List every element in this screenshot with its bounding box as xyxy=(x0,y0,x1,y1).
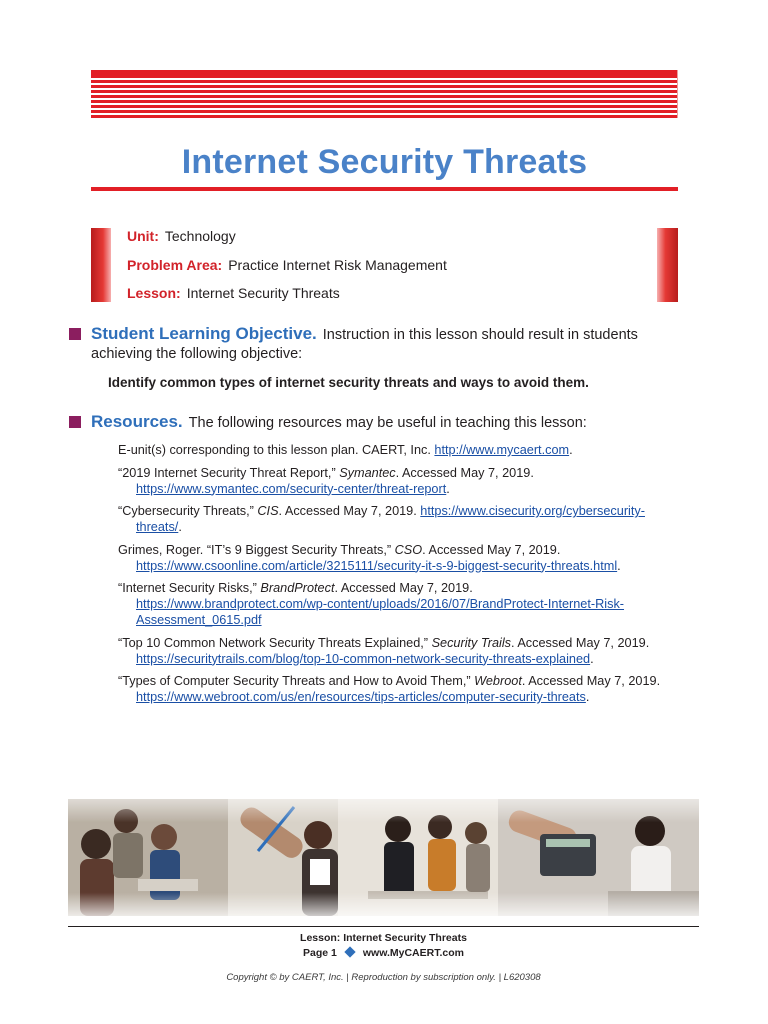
meta-unit-value: Technology xyxy=(164,228,236,244)
resource-item xyxy=(118,580,678,628)
resource-accessed: . Accessed May 7, 2019. xyxy=(334,581,473,595)
resource-source: Symantec xyxy=(339,465,396,480)
resource-source: Webroot xyxy=(474,674,522,688)
page-title: Internet Security Threats xyxy=(181,143,588,181)
resource-link[interactable]: https://www.cisecurity.org/cybersecurity-threats/ xyxy=(136,504,645,534)
meta-unit xyxy=(127,228,236,244)
objective-bullet-icon xyxy=(69,328,81,340)
resource-text: “Cybersecurity Threats,” xyxy=(118,504,258,518)
resource-text: “Internet Security Risks,” xyxy=(118,581,261,595)
resource-source: Security Trails xyxy=(431,635,511,650)
resource-item xyxy=(118,465,678,497)
unit-box-left-bar xyxy=(91,228,111,302)
resource-punct: . xyxy=(446,481,450,496)
resource-punct: . xyxy=(590,651,594,666)
meta-unit-label: Unit: xyxy=(127,228,159,244)
objective-text: Identify common types of internet security threats and ways to avoid them. xyxy=(108,375,589,390)
resources-bullet-icon xyxy=(69,416,81,428)
footer-rule xyxy=(68,926,699,927)
resources-list xyxy=(118,442,678,712)
resource-item xyxy=(118,542,678,574)
unit-box-right-bar xyxy=(657,228,678,302)
resource-source: CSO xyxy=(394,542,423,557)
resource-text: E-unit(s) corresponding to this lesson plan. CAERT, Inc. xyxy=(118,443,435,457)
resource-text: Grimes, Roger. “IT’s 9 Biggest Security Threats,” xyxy=(118,542,395,557)
resource-link[interactable]: https://www.brandprotect.com/wp-content/uploads/2016/07/BrandProtect-Internet-Risk-Assessment_0615.pdf xyxy=(136,597,625,627)
footer-page-line xyxy=(68,947,699,959)
resource-link[interactable]: https://www.csoonline.com/article/3215111/security-it-s-9-biggest-security-threats.html xyxy=(136,558,618,573)
resource-source: BrandProtect xyxy=(260,581,335,595)
footer-site: www.MyCAERT.com xyxy=(362,947,464,959)
photo-collage xyxy=(68,799,699,916)
resource-item xyxy=(118,635,678,667)
resource-item xyxy=(118,442,678,458)
footer-page: Page 1 xyxy=(303,947,337,959)
objective-intro-1: Instruction in this lesson should result in students xyxy=(322,327,638,343)
resource-punct: . xyxy=(585,690,590,704)
footer-lesson: Lesson: Internet Security Threats xyxy=(300,932,467,944)
meta-problem-area xyxy=(127,257,447,273)
resource-accessed: . Accessed May 7, 2019. xyxy=(395,465,534,480)
title-rule xyxy=(91,187,678,191)
resources-heading-line xyxy=(91,413,587,432)
objective-heading-line xyxy=(91,325,638,344)
resource-link[interactable]: https://www.webroot.com/us/en/resources/tips-articles/computer-security-threats xyxy=(136,690,586,704)
resources-intro: The following resources may be useful in teaching this lesson: xyxy=(188,415,587,431)
meta-lesson-value: Internet Security Threats xyxy=(186,285,340,301)
objective-intro-2: achieving the following objective: xyxy=(91,346,303,362)
resource-punct: . xyxy=(617,558,621,573)
copyright: Copyright © by CAERT, Inc. | Reproduction by subscription only. | L620308 xyxy=(226,972,541,983)
resource-accessed: . Accessed May 7, 2019. xyxy=(521,674,661,688)
meta-lesson-label: Lesson: xyxy=(127,285,181,301)
resource-link[interactable]: https://www.symantec.com/security-center/threat-report xyxy=(136,481,447,496)
objective-heading: Student Learning Objective. xyxy=(91,324,317,343)
meta-problem-value: Practice Internet Risk Management xyxy=(228,257,447,273)
resource-accessed: . Accessed May 7, 2019. xyxy=(422,542,561,557)
resource-text: “Top 10 Common Network Security Threats Explained,” xyxy=(118,635,432,650)
resource-accessed: . Accessed May 7, 2019. xyxy=(278,504,421,518)
resource-link[interactable]: https://securitytrails.com/blog/top-10-common-network-security-threats-explained xyxy=(136,651,591,666)
resource-link[interactable]: http://www.mycaert.com xyxy=(434,443,570,457)
resource-text: “2019 Internet Security Threat Report,” xyxy=(118,465,340,480)
resource-item xyxy=(118,673,678,705)
header-stripes xyxy=(91,70,678,118)
collage-fade-overlay xyxy=(68,799,699,916)
diamond-icon xyxy=(344,946,355,957)
resource-source: CIS xyxy=(257,504,279,518)
resources-heading: Resources. xyxy=(91,412,183,431)
meta-lesson xyxy=(127,285,340,301)
resource-text: “Types of Computer Security Threats and How to Avoid Them,” xyxy=(118,674,475,688)
resource-item xyxy=(118,503,678,535)
resource-punct: . xyxy=(569,443,573,457)
resource-accessed: . Accessed May 7, 2019. xyxy=(511,635,650,650)
resource-punct: . xyxy=(178,520,182,534)
meta-problem-label: Problem Area: xyxy=(127,257,223,273)
